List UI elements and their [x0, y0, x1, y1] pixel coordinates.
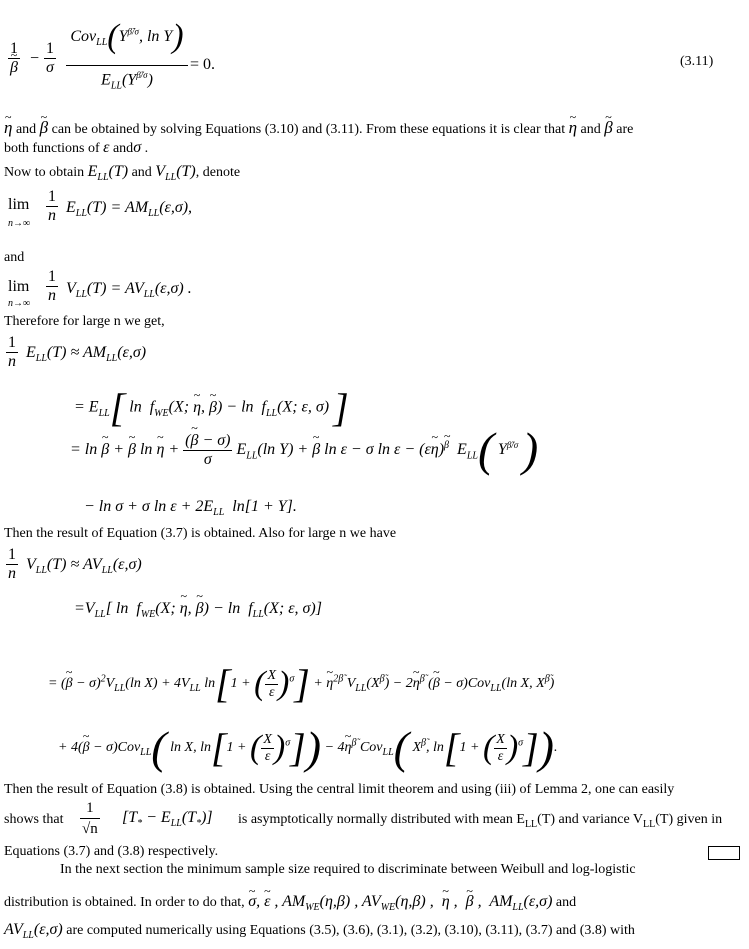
- paragraph-now-obtain: Now to obtain $E_{LL}(T)$ and $V_{LL}(T)$, denote: [4, 163, 241, 184]
- large-n-text: Therefore for large n we get,: [4, 314, 165, 329]
- then-eq-3-8: Then the result of Equation (3.8) is obtained. Using the central limit theorem and using (iii) of Lemma 2, one can easily: [4, 782, 675, 797]
- mean-expansion-1: = $E_{LL}$[ $\ln f_{WE}(X$; ~ η, ~ $\beta) - \ln f_{LL}(X$; ε, σ) ]: [74, 388, 349, 428]
- then-eq-3-7: Then the result of Equation (3.7) is obtained. Also for large n we have: [4, 526, 397, 541]
- equations-respectively: Equations (3.7) and (3.8) respectively.: [4, 844, 219, 859]
- paragraph-both-functions: both functions of ε andσ .: [4, 139, 149, 156]
- next-section-line: In the next section the minimum sample size required to discriminate between Weibull and log-logistic: [60, 862, 636, 877]
- variance-expansion-1: $=V_{LL}$[ $\ln f_{WE}(X$; ~ η, ~ $\beta) - \ln f_{LL}(X$; ε, σ)]: [74, 600, 322, 620]
- computed-line: $AV_{LL}(\varepsilon,\sigma)$ are computed numerically using Equations (3.5), (3.6), (3.1), (3.2), (3.10), (3.11), (3.7) and (3.8) with: [4, 921, 635, 942]
- mean-expansion-3: − ln σ + σ $\ln \varepsilon + 2E_{LL}$ ln[1 + Y].: [84, 498, 297, 519]
- paragraph-eta-beta: ~ η and ~ β can be obtained by solving Equations (3.10) and (3.11). From these equations it is clear that ~ η and ~ β are: [4, 118, 633, 140]
- margin-box: [708, 846, 740, 860]
- variance-expansion-3: + 4(~ β − σ)Cov$_{LL}$( ln X, ln[1 + ( $\frac{X}{\varepsilon}$ )$^\sigma$]) − 4~ $\eta^{\betã}$ Cov$_{LL}$( $X^{\betã}$, ln[1 + ( $\frac{X}{\varepsilon}$ )$^\sigma$]).: [58, 728, 558, 768]
- distribution-line: distribution is obtained. In order to do that, ~ σ, ~ ε , $AM_{WE}(\eta,\beta)$ , $AV_{WE}(\eta,\beta)$ , ~ η , ~ β , $AM_{LL}(\varepsilon,\sigma)$ and: [4, 892, 576, 918]
- equation-number-3-11: (3.11): [680, 54, 714, 69]
- mean-expansion-2: = ln ~ β + ~ β ln ~ η + $\frac{(\sim \beta - \sigma)}{\sigma}$ $E_{LL}(\ln$ Y) + ~ β ln ε − σ ln ε − (ε~ η)~ $^\beta$ $E_{LL}$( $Y^{\betã/\sigma}$ ): [70, 432, 538, 469]
- and-label: and: [4, 250, 25, 265]
- variance-expansion-2: = (~ $\beta - \sigma)^2V_{LL}(\ln$ $X) + 4V_{LL}$ ln[1 + ( $\frac{X}{\varepsilon}$ )$^\sigma$] + ~ $\eta^{2\betã}$ $V_{LL}(X^{\betã})$ − 2~ $\eta^{\betã}$ (~ β − σ)Cov$_{LL}$(ln X, $X^{\betã}$): [48, 664, 554, 704]
